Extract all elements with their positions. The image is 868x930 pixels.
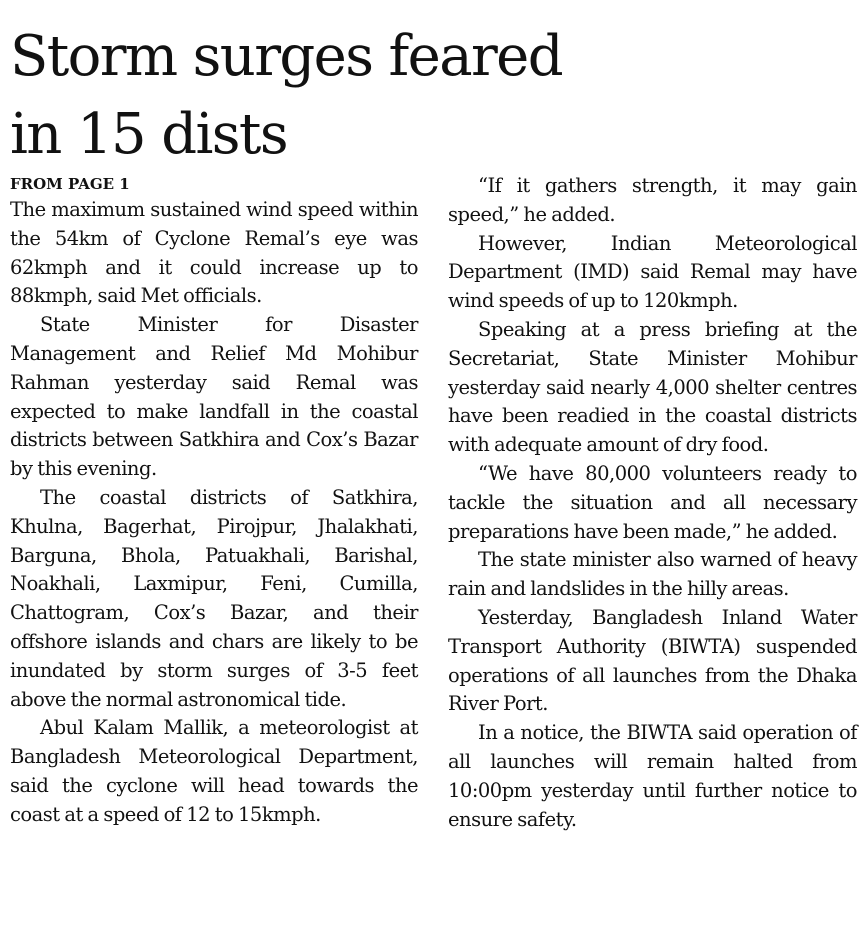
paragraph: In a notice, the BIWTA said operation of all launches will remain halted from 10:00pm yesterday until further notice to ensure safety. [448,721,857,831]
paragraph: “We have 80,000 volunteers ready to tackle the situation and all necessary preparations have been made,” he added. [448,461,857,543]
paragraph: State Minister for Disaster Management and Relief Md Mohibur Rahman yesterday said Remal was expected to make landfall in the coastal districts between Satkhira and Cox’s Bazar by this evening. [10,313,418,481]
article-column-left [10,172,418,830]
headline-line-2: in 15 dists [10,102,287,167]
article-column-right [448,172,857,834]
headline [10,18,860,174]
paragraph: Yesterday, Bangladesh Inland Water Transport Authority (BIWTA) suspended operations of all launches from the Dhaka River Port. [448,605,857,716]
paragraph: Speaking at a press briefing at the Secretariat, State Minister Mohibur yesterday said nearly 4,000 shelter centres have been readied in the coastal districts with adequate amount of dry food. [448,317,857,457]
paragraph: The coastal districts of Satkhira, Khulna, Bagerhat, Pirojpur, Jhalakhati, Barguna, Bhola, Patuakhali, Barishal, Noakhali, Laxmipur, Feni, Cumilla, Chattogram, Cox’s Bazar, and their offshore islands and chars are likely to be inundated by storm surges of 3-5 feet above the normal astronomical tide. [10,485,418,711]
paragraph: Abul Kalam Mallik, a meteorologist at Bangladesh Meteorological Department, said the cyclone will head towards the coast at a speed of 12 to 15kmph. [10,716,418,826]
continuation-kicker: FROM PAGE 1 [10,175,130,193]
paragraph: The maximum sustained wind speed within the 54km of Cyclone Remal’s eye was 62kmph and it could increase up to 88kmph, said Met officials. [10,198,418,308]
paragraph: “If it gathers strength, it may gain speed,” he added. [448,174,857,226]
paragraph: However, Indian Meteorological Department (IMD) said Remal may have wind speeds of up to 120kmph. [448,231,857,313]
paragraph: The state minister also warned of heavy rain and landslides in the hilly areas. [448,548,857,601]
headline-line-1: Storm surges feared [10,24,562,89]
